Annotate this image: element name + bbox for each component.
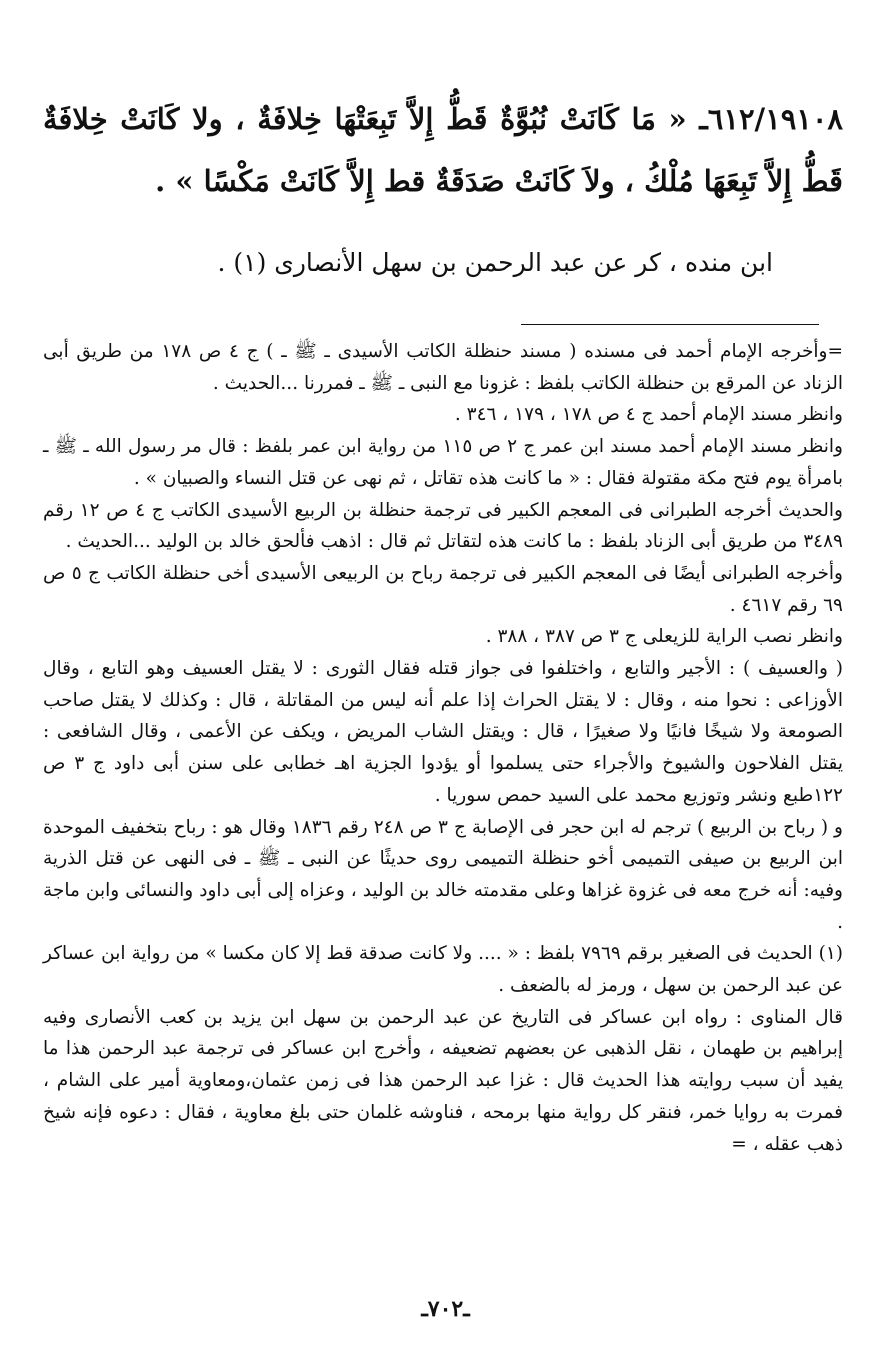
page-number: ـ٧٠٢ـ bbox=[421, 1296, 470, 1322]
hadith-text: ٦١٢/١٩١٠٨ـ « مَا كَانَتْ نُبُوَّةٌ قَطُّ إِلاَّ تَبِعَتْهَا خِلافَةٌ ، ولا كَانَتْ خِلافَةٌ قَطُّ إِلاَّ تَبِعَهَا مُلْكُ ، ولاَ كَانَتْ صَدَقَةٌ قط إِلاَّ كَانَتْ مَكْسًا » . bbox=[43, 102, 843, 198]
footnote-paragraph: و ( رباح بن الربيع ) ترجم له ابن حجر فى الإصابة ج ٣ ص ٢٤٨ رقم ١٨٣٦ وقال هو : رباح بتخفيف الموحدة ابن الربيع بن صيفى التميمى أخو حنظلة التميمى روى حديثًا عن النبى ـ ﷺ ـ فى النهى عن قتل الذرية وفيه: أنه خرج معه فى غزوة غزاها وعلى مقدمته خالد بن الوليد ، وعزاه إلى أبى داود والنسائى وابن ماجة . bbox=[43, 816, 843, 933]
footnote-paragraph: =وأخرجه الإمام أحمد فى مسنده ( مسند حنظلة الكاتب الأسيدى ـ ﷺ ـ ) ج ٤ ص ١٧٨ من طريق أبى الزناد عن المرقع بن حنظلة الكاتب بلفظ : غزونا مع النبى ـ ﷺ ـ فمررنا ...الحديث . bbox=[43, 341, 843, 394]
footnote-paragraph: وأخرجه الطبرانى أيضًا فى المعجم الكبير فى ترجمة رباح بن الربيعى الأسيدى أخى حنظلة الكاتب ج ٥ ص ٦٩ رقم ٤٦١٧ . bbox=[43, 562, 843, 616]
footnote-paragraph: وانظر مسند الإمام أحمد ج ٤ ص ١٧٨ ، ١٧٩ ، ٣٤٦ . bbox=[454, 404, 843, 426]
footnote-paragraph: والحديث أخرجه الطبرانى فى المعجم الكبير فى ترجمة حنظلة بن الربيع الأسيدى الكاتب ج ٤ ص ١٢ رقم ٣٤٨٩ من طريق أبى الزناد بلفظ : ما كانت هذه لتقاتل ثم قال : اذهب فألحق خالد بن الوليد ...الحديث . bbox=[43, 499, 843, 553]
hadith-source: ابن منده ، كر عن عبد الرحمن بن سهل الأنصارى (١) . bbox=[217, 248, 773, 277]
footnote-paragraph: قال المناوى : رواه ابن عساكر فى التاريخ عن عبد الرحمن بن سهل ابن يزيد بن كعب الأنصارى وفيه إبراهيم بن طهمان ، نقل الذهبى عن بعضهم تضعيفه ، وأخرج ابن عساكر فى ترجمة عبد الرحمن هذا ما يفيد أن سبب روايته هذا الحديث قال : غزا عبد الرحمن هذا فى زمن عثمان،ومعاوية أمير على الشام ، فمرت به روايا خمر، فنقر كل رواية منها برمحه ، فناوشه غلمان حتى بلغ معاوية ، فقال : دعوه فإنه شيخ ذهب عقله ، = bbox=[43, 1006, 843, 1155]
footnote-paragraph: (١) الحديث فى الصغير برقم ٧٩٦٩ بلفظ : « .... ولا كانت صدقة قط إلا كان مكسا » من رواية ابن عساكر عن عبد الرحمن بن سهل ، ورمز له بالضعف . bbox=[43, 943, 843, 997]
footnote-paragraph: وانظر نصب الراية للزيعلى ج ٣ ص ٣٨٧ ، ٣٨٨ . bbox=[485, 626, 843, 648]
footnote-paragraph: ( والعسيف ) : الأجير والتابع ، واختلفوا فى جواز قتله فقال الثورى : لا يقتل العسيف وهو التابع ، وقال الأوزاعى : نحوا منه ، وقال : لا يقتل الحراث إذا علم أنه ليس من المقاتلة ، قال : وكذلك لا يقتل صاحب الصومعة ولا شيخًا فانيًا ولا صغيرًا ، قال : ويقتل الشاب المريض ، ويكف عن الأعمى ، وقال الشافعى : يقتل الفلاحون والشيوخ والأجراء حتى يسلموا أو يؤدوا الجزية اهـ خطابى على سنن أبى داود ج ٣ ص ١٢٢طبع ونشر وتوزيع محمد على السيد حمص سوريا . bbox=[43, 658, 843, 806]
footnotes bbox=[43, 336, 843, 1160]
footnote-separator bbox=[521, 324, 819, 325]
footnote-paragraph: وانظر مسند الإمام أحمد مسند ابن عمر ج ٢ ص ١١٥ من رواية ابن عمر بلفظ : قال مر رسول الله ـ ﷺ ـ بامرأة يوم فتح مكة مقتولة فقال : « ما كانت هذه تقاتل ، ثم نهى عن قتل النساء والصبيان » . bbox=[43, 436, 843, 489]
